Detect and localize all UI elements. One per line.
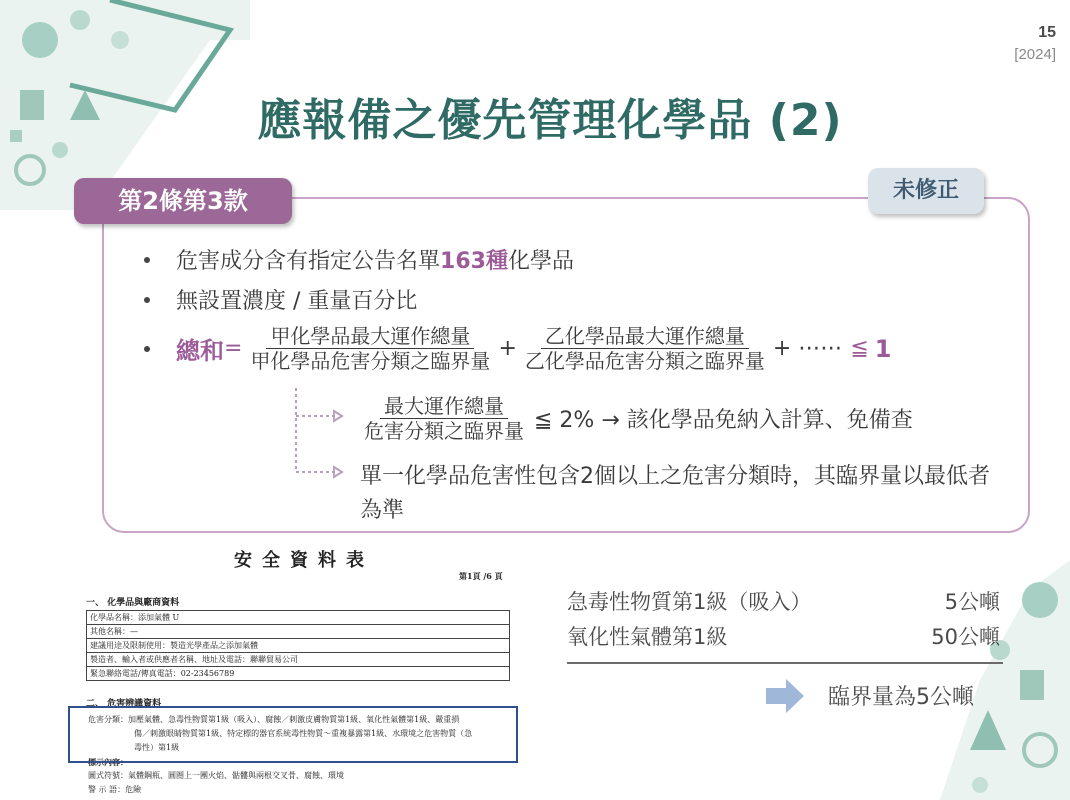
ellipsis: + ⋯⋯ [772,336,843,361]
sds-title: 安全資料表 [234,550,374,571]
sds-section-heading: 一、 化學品與廠商資料 [86,598,180,608]
arrow-right-icon [766,679,804,713]
fraction-b [521,324,769,373]
plus-sign: + [498,336,517,361]
sds-hazard-line: 危害分類：加壓氣體、急毒性物質第1級（吸入）、腐蝕／刺激皮膚物質第1級、氧化性氣體第1級、嚴重損 [88,715,460,724]
sds-label-line: 標示內容： [88,757,128,767]
sds-section-heading: 二、 危害辨識資料 [86,699,162,709]
bullet-text: 危害成分含有指定公告名單 [176,249,441,274]
fraction-numerator: 甲化學品最大運作總量 [266,324,474,349]
exemption-text: ≦ 2% → 該化學品免納入計算、免備查 [534,408,913,433]
sds-hazard-line: 毒性）第1級 [134,743,180,752]
hazard-threshold-value: 5公噸 [944,590,1000,614]
bullet-dot [144,346,150,352]
hazard-name: 急毒性物質第1級（吸入） [567,590,812,614]
ratio-fraction [360,394,528,443]
fraction-denominator: 甲化學品危害分類之臨界量 [250,349,491,373]
threshold-result: 臨界量為5公噸 [828,685,974,710]
fraction-denominator: 乙化學品危害分類之臨界量 [524,349,765,373]
sds-page-number: 第1頁 /6 頁 [459,571,503,581]
bullet-item [144,244,574,275]
page-number: 15 [1038,24,1056,41]
sds-hazard-line: 傷／刺激眼睛物質第1級、特定標的器官系統毒性物質～重複暴露第1級、水環境之危害物質（急 [134,729,473,738]
formula-result: 1 [874,334,892,363]
sds-warning-line: 警 示 語：危險 [88,785,142,794]
dotted-connector [290,386,360,486]
page-number-block [1014,24,1056,63]
sds-row: 化學品名稱：添加氣體 U [87,611,510,625]
bullet-highlight: 163種 [440,249,508,274]
sds-pictogram-line: 圖式符號：氣體鋼瓶、圓圈上一團火焰、骷髏與兩根交叉骨、腐蝕、環境 [88,771,344,780]
leq-sign: ≦ [850,336,869,361]
sds-info-table [86,610,510,681]
bullet-dot [144,257,150,263]
sds-row: 其他名稱：— [87,625,510,639]
sds-row: 建議用途及限制使用：製造光學產品之添加氣體 [87,639,510,653]
fraction-numerator: 乙化學品最大運作總量 [541,324,749,349]
exemption-rule [360,394,913,443]
equals-sign: = [224,336,243,361]
sum-formula [144,324,891,373]
page-year: [2024] [1014,46,1056,63]
fraction-numerator: 最大運作總量 [380,394,508,419]
slide-title: 應報備之優先管理化學品 (2) [257,95,843,146]
sds-row: 緊急聯絡電話/傳真電話：02-23456789 [87,667,510,681]
divider-line [567,662,1003,664]
status-tag: 未修正 [868,168,984,214]
lowest-threshold-rule: 單一化學品危害性包含2個以上之危害分類時，其臨界量以最低者為準 [360,464,990,523]
bullet-text: 無設置濃度 / 重量百分比 [176,289,418,314]
sum-label: 總和 [176,337,224,365]
clause-tag: 第2條第3款 [74,178,292,224]
hazard-threshold-value: 50公噸 [931,625,1000,649]
hazard-classification-highlight-box [68,706,518,763]
sds-row: 製造者、輸入者或供應者名稱、地址及電話：聯聯貿易公司 [87,653,510,667]
fraction-a [246,324,494,373]
bullet-item [144,284,417,315]
fraction-denominator: 危害分類之臨界量 [364,419,524,443]
bullet-text: 化學品 [507,249,574,274]
hazard-name: 氧化性氣體第1級 [567,625,728,649]
bullet-dot [144,297,150,303]
